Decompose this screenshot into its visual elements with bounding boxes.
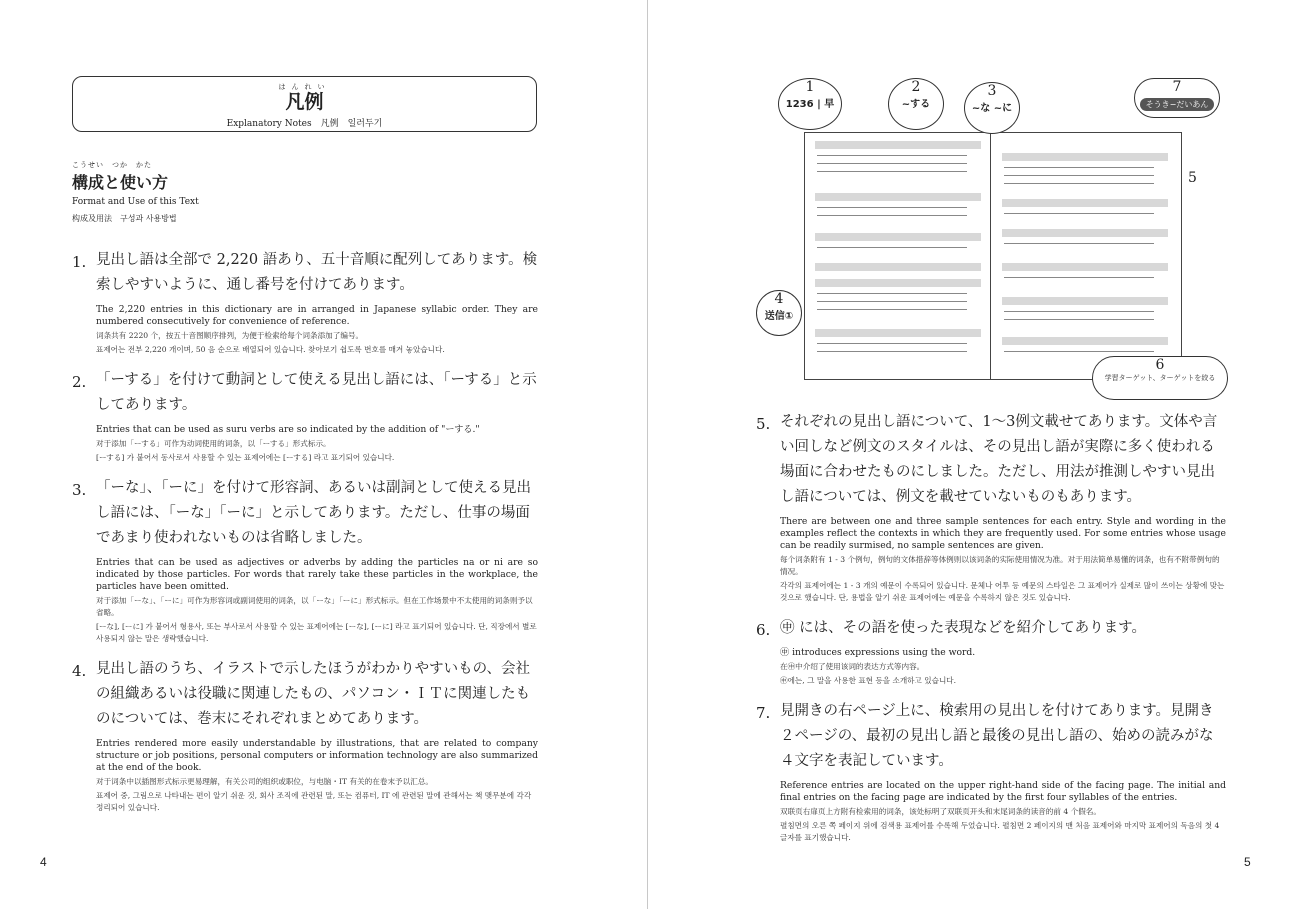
item-number: 6. [756,621,771,639]
item-number: 5. [756,415,771,433]
sample-entry [1002,337,1168,345]
item-english: Entries that can be used as suru verbs are so indicated by the addition of "ーする." [96,424,480,435]
sample-line [817,207,967,208]
section-ruby: こうせい つか かた [72,161,152,169]
item-number: 3. [72,481,87,499]
note-item-1 [72,248,538,356]
item-english: The 2,220 entries in this dictionary are in arranged in Japanese syllabic order. They are numbered consecutively for convenience of reference. [96,304,538,327]
item-japanese: ㊥ には、その語を使った表現などを紹介してあります。 [780,620,1146,636]
title-box [72,76,537,132]
sample-line [1004,311,1154,312]
item-korean: ㊥에는, 그 말을 사용한 표현 등을 소개하고 있습니다. [780,676,957,685]
item-number: 7. [756,704,771,722]
callout-7: 7 そうき−だいあん [1134,78,1220,118]
item-number: 1. [72,253,87,271]
sample-line [817,309,967,310]
item-japanese: 見出し語のうち、イラストで示したほうがわかりやすいもの、会社の組織あるいは役職に関連したもの、パソコン・ＩＴに関連したものについては、巻末にそれぞれまとめてあります。 [96,661,531,727]
sample-line [1004,319,1154,320]
item-japanese: それぞれの見出し語について、1〜3例文載せてあります。文体や言い回しなど例文のスタイルは、その見出し語が実際に多く使われる場面に合わせたものにしました。ただし、用法が推測しやすい見出し語については、例文を載せていないものもあります。 [780,414,1218,505]
item-chinese: 对于添加「ーな」、「ーに」可作为形容词或副词使用的词条，以「ーな」「ーに」形式标示。但在工作场景中不太使用的词条则予以省略。 [96,596,533,617]
item-chinese: 对于添加「ーする」可作为动词使用的词条，以「ーする」形式标示。 [96,439,331,448]
note-item-4 [72,657,538,814]
sample-line [817,163,967,164]
sample-line [1004,243,1154,244]
right-page [648,0,1296,909]
item-korean: [ーな], [ーに] 가 붙어서 형용사, 또는 부사로서 사용할 수 있는 표제어에는 [ーな], [ーに] 라고 표기되어 있습니다. 단, 직장에서 별로 사용되지 않는 말은 생략했습니다. [96,622,537,643]
title-ruby: はんれい [278,83,331,91]
item-english: There are between one and three sample sentences for each entry. Style and wording in the examples reflect the contexts in which they are frequently used. For some entries whose usage can be readily surmised, no sample sentences are given. [780,516,1226,551]
callout-6: 6 学習ターゲット、ターゲットを絞る [1092,356,1228,400]
item-chinese: 对于词条中以插图形式标示更易理解，有关公司的组织或职位，与电脑・IT 有关的在卷末予以汇总。 [96,777,434,786]
sample-line [817,215,967,216]
item-japanese: 見開きの右ページ上に、検索用の見出しを付けてあります。見開き２ページの、最初の見出し語と最後の見出し語の、始めの読みがな４文字を表記しています。 [780,703,1214,769]
item-japanese: 「ーな」、「ーに」を付けて形容詞、あるいは副詞として使える見出し語には、「ーな」「ーに」と示してあります。ただし、仕事の場面であまり使われないものは省略しました。 [96,480,531,546]
sample-line [1004,167,1154,168]
item-korean: [ーする] 가 붙어서 동사로서 사용할 수 있는 표제어에는 [ーする] 라고 표기되어 있습니다. [96,453,395,462]
sample-entry [1002,297,1168,305]
item-korean: 펼침면의 오른 쪽 페이지 위에 검색용 표제어를 수록해 두었습니다. 펼침면 2 페이지의 맨 처음 표제어와 마지막 표제어의 독음의 첫 4 글자를 표기했습니다. [780,821,1220,842]
note-item-2 [72,368,538,464]
page-title: 凡例 [285,91,324,113]
sample-entry [1002,263,1168,271]
sample-line [817,247,967,248]
item-english: Entries rendered more easily understandable by illustrations, that are related to company structure or job positions, personal computers or information technology are also summarized at the end of the book. [96,738,538,773]
sample-entry [1002,153,1168,161]
note-item-7 [756,699,1226,844]
note-item-5 [756,410,1226,604]
sample-entry [1002,199,1168,207]
sample-line [817,351,967,352]
callout-5: 5 [1188,170,1197,186]
sample-line [817,301,967,302]
page-number-left: 4 [40,855,47,869]
item-english: Entries that can be used as adjectives or adverbs by adding the particles na or ni are so indicated by those particles. For words that rarely take these particles in the workplace, the particles have been omitted. [96,557,538,592]
section-english: Format and Use of this Text [72,197,199,207]
sample-line [817,171,967,172]
section-chinese-korean: 构成及用法 구성과 사용방법 [72,214,177,223]
item-english: ㊥ introduces expressions using the word. [780,647,976,658]
item-number: 2. [72,373,87,391]
sample-entry [815,279,981,287]
sample-entry [815,193,981,201]
sample-entry [815,329,981,337]
item-english: Reference entries are located on the upper right-hand side of the facing page. The initial and final entries on the facing page are indicated by the first four syllables of the entries. [780,780,1226,803]
sample-entry [1002,229,1168,237]
sample-spread-figure [756,74,1226,404]
item-chinese: 在㊥中介绍了使用该词的表达方式等内容。 [780,662,925,671]
callout-1: 1 1236 | 早 [778,78,842,130]
sample-line [1004,277,1154,278]
section-header [72,160,199,224]
callout-2: 2 ~する [888,78,944,130]
left-item-list [72,248,538,826]
sample-line [817,293,967,294]
section-heading: 構成と使い方 [72,173,169,192]
sample-line [817,155,967,156]
item-korean: 표제어 중, 그림으로 나타내는 편이 알기 쉬운 것, 회사 조직에 관련된 말, 또는 컴퓨터, IT 에 관련된 말에 관해서는 책 맺무분에 각각 정리되어 있습니다. [96,791,532,812]
item-number: 4. [72,662,87,680]
sample-page-left [805,133,991,379]
note-item-3 [72,476,538,645]
sample-line [1004,351,1154,352]
sample-page-right [992,133,1177,379]
sample-entry [815,263,981,271]
index-tag: そうき−だいあん [1140,98,1215,111]
item-korean: 각각의 표제어에는 1 - 3 개의 예문이 수록되어 있습니다. 문체나 어투 등 예문의 스타일은 그 표제어가 실제로 많이 쓰이는 상황에 맞는 것으로 했습니다. 단, 용법을 알기 쉬운 표제어에는 예문을 수록하지 않은 것도 있습니다. [780,581,1225,602]
item-japanese: 「ーする」を付けて動詞として使える見出し語には、「ーする」と示してあります。 [96,372,537,413]
sample-line [1004,213,1154,214]
item-chinese: 双联页右扉页上方附有检索用的词条，该处标明了双联页开头和末尾词条的读音的前 4 个假名。 [780,807,1101,816]
sample-line [1004,183,1154,184]
sample-spread [804,132,1182,380]
item-chinese: 词条共有 2220 个，按五十音图顺序排列，为便于检索给每个词条添加了编号。 [96,331,364,340]
item-japanese: 見出し語は全部で 2,220 語あり、五十音順に配列してあります。検索しやすいように、通し番号を付けてあります。 [96,252,538,293]
item-chinese: 每个词条附有 1 - 3 个例句，例句的文体措辞等体例则以该词条的实际使用情况为准。对于用法简单易懂的词条，也有不附带例句的情况。 [780,555,1220,576]
sample-entry [815,141,981,149]
page-number-right: 5 [1244,855,1251,869]
sample-line [1004,175,1154,176]
callout-3: 3 ~な ~に [964,82,1020,134]
right-item-list [756,410,1226,856]
item-korean: 표제어는 전부 2,220 개이며, 50 음 순으로 배열되어 있습니다. 찾아보기 쉽도록 번호를 매겨 놓았습니다. [96,345,445,354]
callout-4: 4 送信① [756,290,802,336]
sample-entry [815,233,981,241]
page-subtitle: Explanatory Notes 凡例 일러두기 [226,119,383,129]
sample-line [817,343,967,344]
note-item-6 [756,616,1226,687]
